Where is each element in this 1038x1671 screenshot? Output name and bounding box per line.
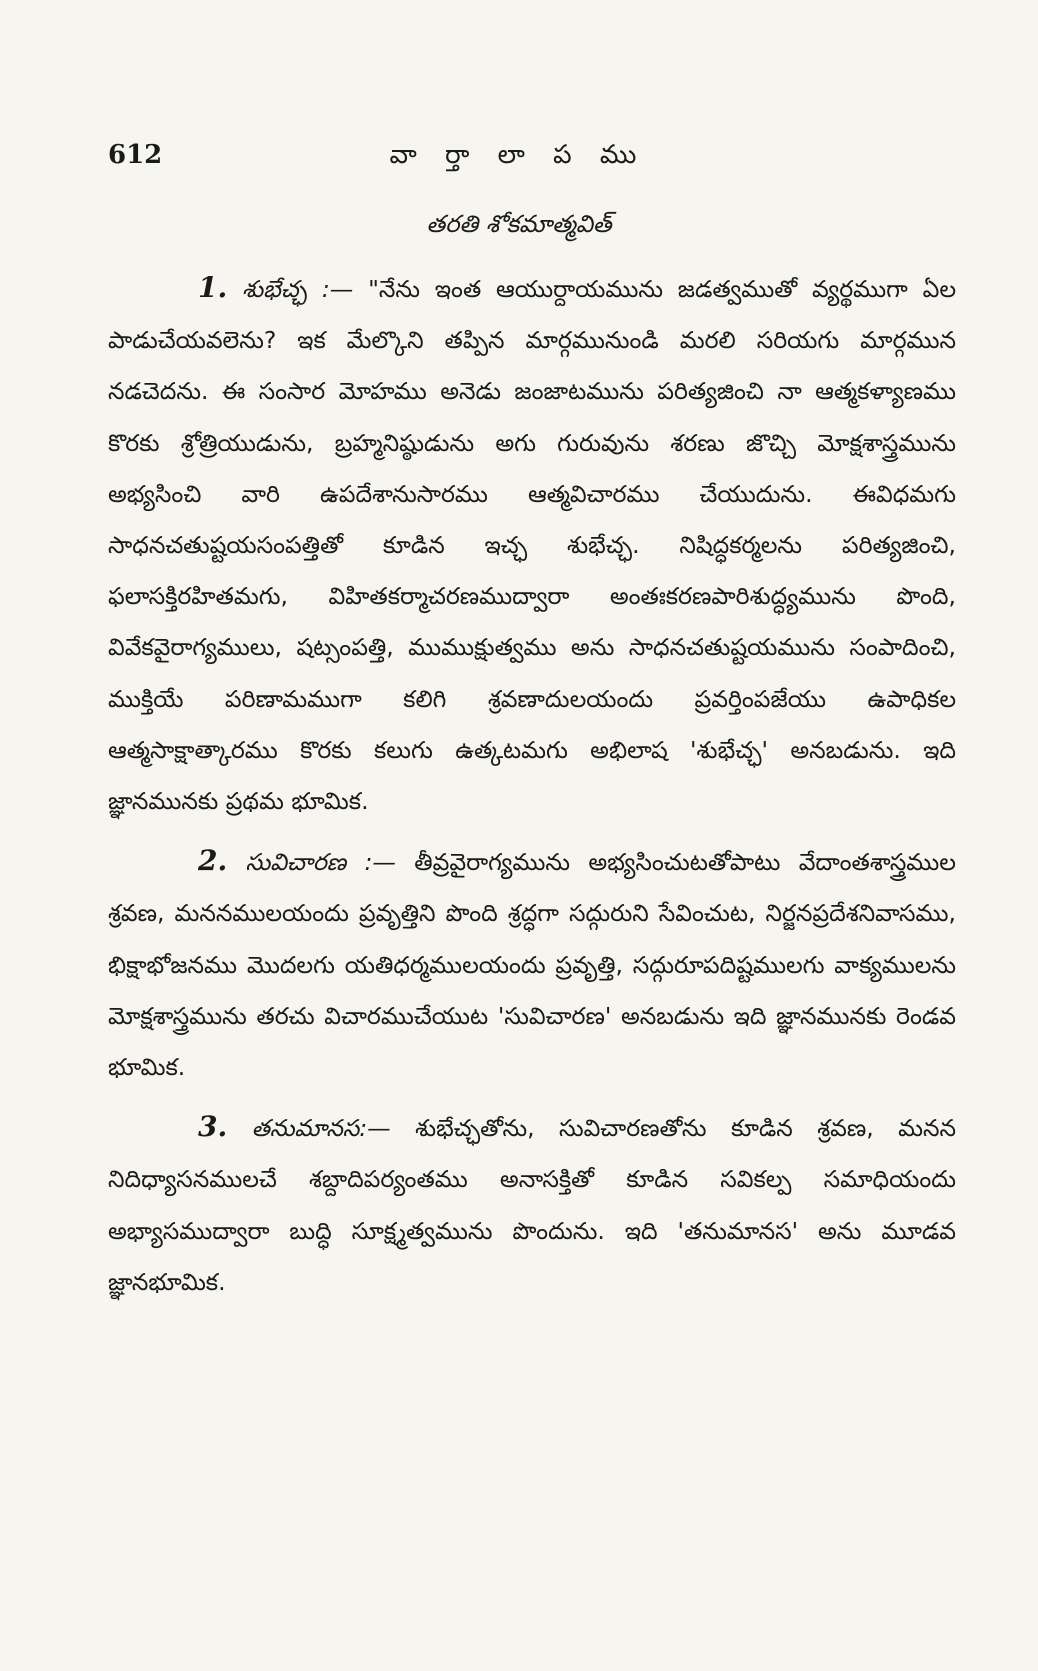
paragraph-number: 1.	[198, 271, 228, 304]
paragraph-term: సువిచారణ :—	[245, 848, 396, 877]
paragraph-number: 2.	[198, 844, 228, 878]
paragraph-number: 3.	[198, 1110, 228, 1144]
paragraph-2	[108, 835, 956, 1093]
section-title: తరతి శోకమాత్మవిత్	[426, 210, 612, 238]
paragraph-3	[108, 1101, 956, 1308]
page-header	[108, 140, 948, 180]
running-title: వా ర్తా లా ప ము	[389, 140, 647, 170]
paragraph-1	[108, 262, 956, 827]
paragraph-text: శుభేచ్ఛతోను, సువిచారణతోను కూడిన శ్రవణ, మనన నిదిధ్యాసనములచే శబ్దాదిపర్యంతము అనాసక్తితో కూడిన సవికల్ప సమాధియందు అభ్యాసముద్వారా బుద్ధి సూక్ష్మత్వమును పొందును. ఇది 'తనుమానస' అను మూడవ జ్ఞానభూమిక.	[108, 1114, 956, 1296]
paragraph-text: "నేను ఇంత ఆయుర్దాయమును జడత్వముతో వ్యర్థముగా ఏల పాడుచేయవలెను? ఇక మేల్కొని తప్పిన మార్గమునుండి మరలి సరియగు మార్గమున నడచెదను. ఈ సంసార మోహము అనెడు జంజాటమును పరిత్యజించి నా ఆత్మకళ్యాణము కొరకు శ్రోత్రియుడును, బ్రహ్మనిష్ఠుడును అగు గురువును శరణు జొచ్చి మోక్షశాస్త్రమును అభ్యసించి వారి ఉపదేశానుసారము ఆత్మవిచారము చేయుదును. ఈవిధమగు సాధనచతుష్టయసంపత్తితో కూడిన ఇచ్ఛ శుభేచ్ఛ. నిషిద్ధకర్మలను పరిత్యజించి, ఫలాసక్తిరహితమగు, విహితకర్మాచరణముద్వారా అంతఃకరణపారిశుద్ధ్యమును పొంది, వివేకవైరాగ్యములు, షట్సంపత్తి, ముముక్షుత్వము అను సాధనచతుష్టయమును సంపాదించి, ముక్తియే పరిణామముగా కలిగి శ్రవణాదులయందు ప్రవర్తింపజేయు ఉపాధికల ఆత్మసాక్షాత్కారము కొరకు కలుగు ఉత్కటమగు అభిలాష 'శుభేచ్ఛ' అనబడును. ఇది జ్ఞానమునకు ప్రథమ భూమిక.	[108, 275, 956, 816]
paragraph-term: తనుమానస:—	[251, 1114, 391, 1143]
paragraph-text: తీవ్రవైరాగ్యమును అభ్యసించుటతోపాటు వేదాంతశాస్త్రముల శ్రవణ, మననములయందు ప్రవృత్తిని పొంది శ్రద్ధగా సద్గురుని సేవించుట, నిర్జనప్రదేశనివాసము, భిక్షాభోజనము మొదలగు యతిధర్మములయందు ప్రవృత్తి, సద్గురూపదిష్టములగు వాక్యములను మోక్షశాస్త్రమును తరచు విచారముచేయుట 'సువిచారణ' అనబడును ఇది జ్ఞానమునకు రెండవ భూమిక.	[108, 848, 956, 1082]
body-text	[108, 262, 956, 1308]
paragraph-term: శుభేచ్ఛ :—	[242, 275, 354, 303]
page-number: 612	[108, 140, 163, 170]
